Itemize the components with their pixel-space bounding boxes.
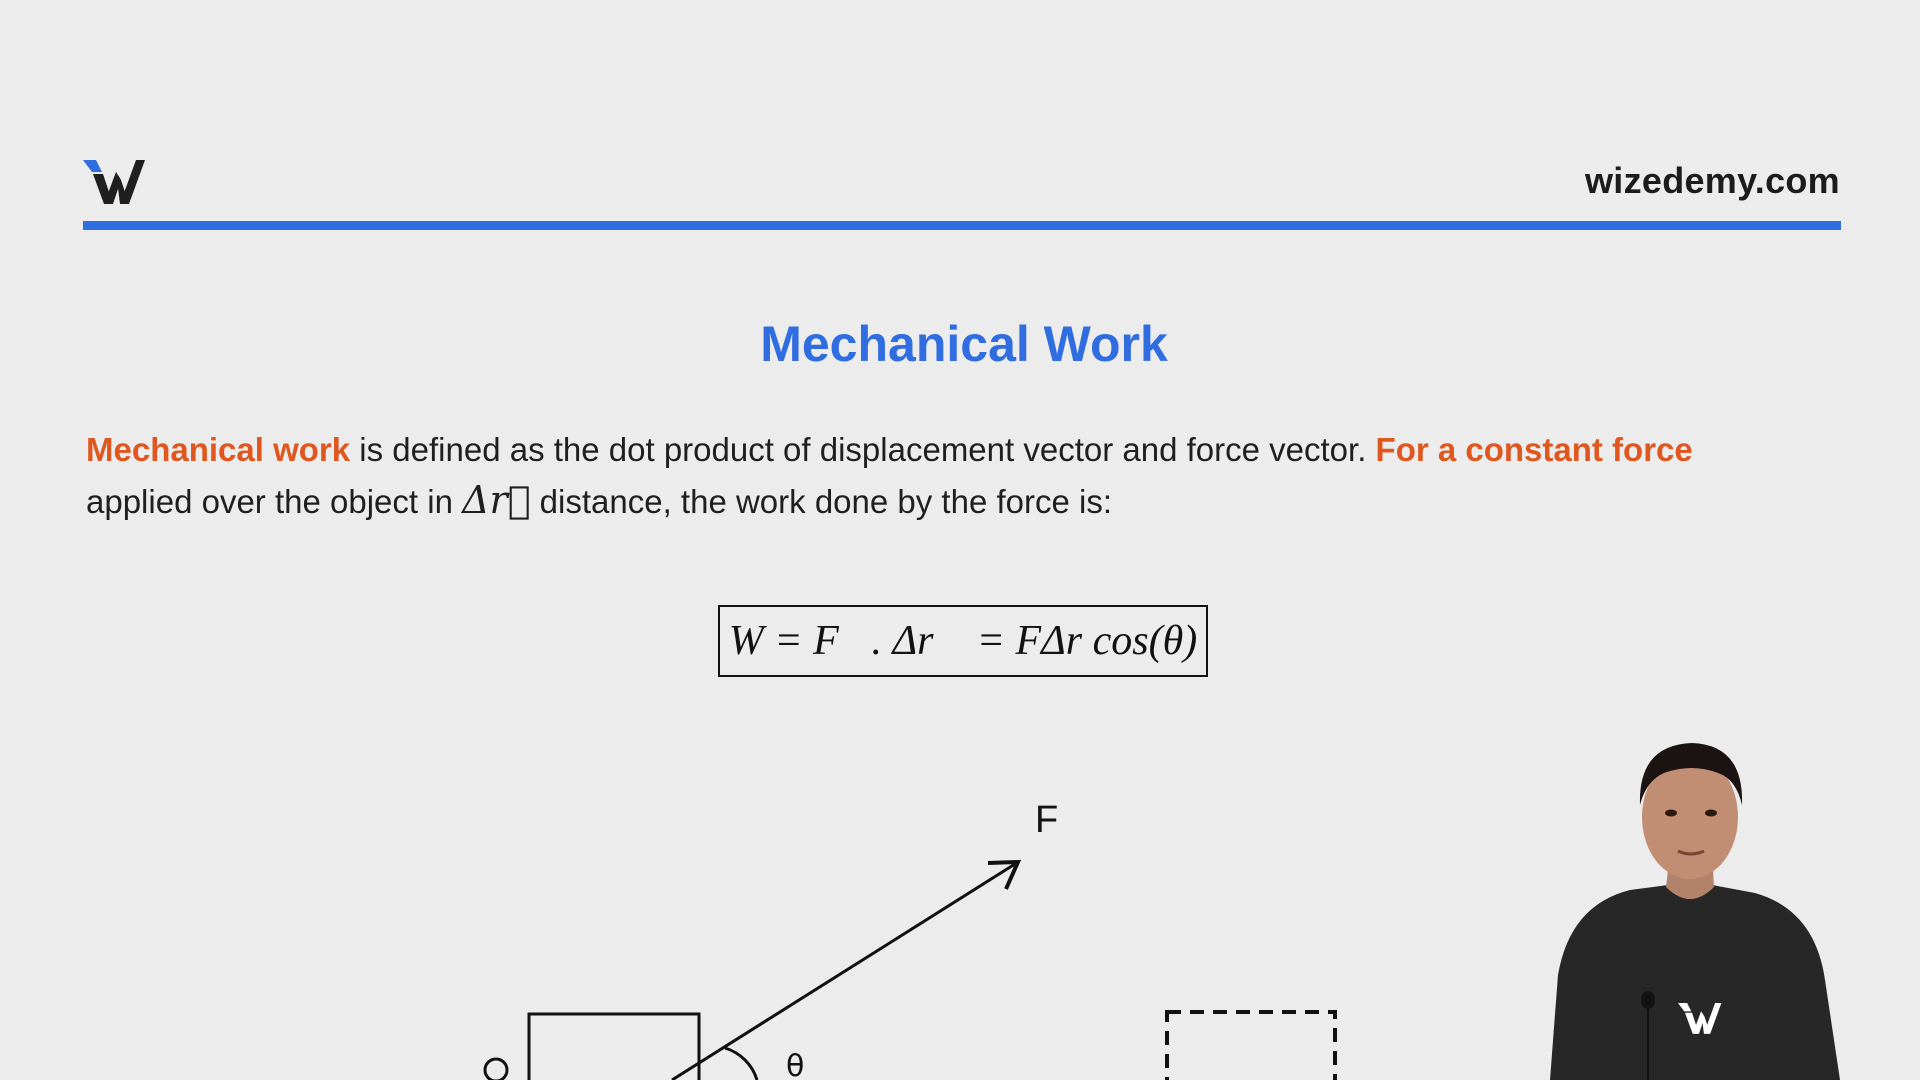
angle-arc — [725, 1048, 757, 1080]
paragraph-text-3: distance, the work done by the force is: — [530, 483, 1112, 520]
angle-label: θ — [786, 1049, 805, 1080]
force-label: F — [1035, 799, 1059, 841]
wizedemy-logo-icon — [83, 160, 147, 206]
highlight-constant-force: For a constant force — [1375, 431, 1693, 468]
delta-r-symbol: Δr⃗ — [462, 478, 531, 522]
paragraph-text-1: is defined as the dot product of displacement vector and force vector. — [350, 431, 1376, 468]
definition-paragraph — [86, 425, 1806, 527]
paragraph-text-2: applied over the object in — [86, 483, 463, 520]
force-diagram — [460, 780, 1380, 1080]
page-title: Mechanical Work — [760, 316, 1168, 372]
presenter-video — [1530, 735, 1850, 1080]
work-formula: W = F⃗. Δr⃗ = FΔr cos(θ) — [718, 605, 1208, 677]
site-name[interactable]: wizedemy.com — [1584, 160, 1840, 201]
block-initial — [529, 1014, 699, 1080]
force-arrow-line — [672, 864, 1015, 1080]
header-divider — [83, 221, 1841, 230]
block-final — [1167, 1012, 1335, 1080]
pulley-circle — [485, 1059, 507, 1080]
highlight-mechanical-work: Mechanical work — [86, 431, 351, 468]
